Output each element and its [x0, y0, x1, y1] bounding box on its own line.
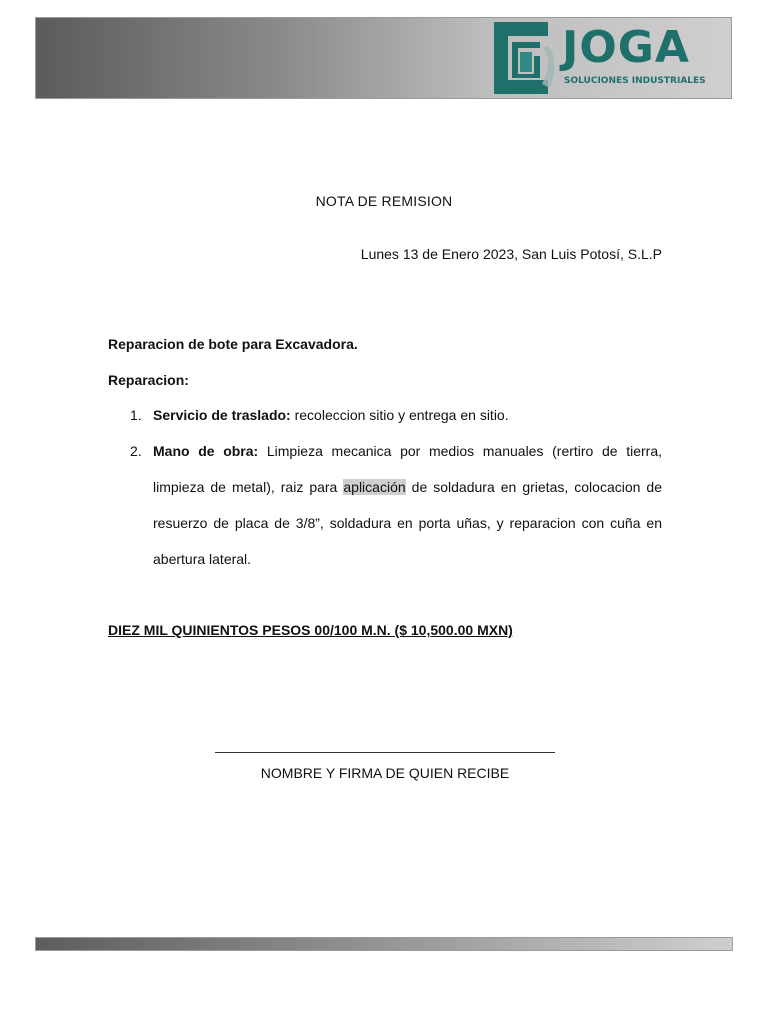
- list-item-text: recoleccion sitio y entrega en sitio.: [290, 407, 509, 423]
- list-item-number: 1.: [130, 407, 142, 423]
- brand-name: JOGA: [562, 22, 690, 73]
- date-location: Lunes 13 de Enero 2023, San Luis Potosí, S.L.P: [360, 246, 662, 262]
- section-label: Reparacion:: [108, 372, 189, 388]
- list-item-text-continued: de soldadura en grietas, colocacion de resuerzo de placa de 3/8”, soldadura en porta uñas, y reparacion con cuña en abertura lateral.: [153, 479, 662, 567]
- list-item-body: [153, 433, 662, 577]
- document-title: NOTA DE REMISION: [315, 193, 453, 209]
- company-logo: [490, 18, 720, 98]
- signature-line: [215, 752, 555, 753]
- subject-line: Reparacion de bote para Excavadora.: [108, 336, 358, 352]
- footer-banner: [35, 937, 733, 951]
- list-item-heading: Mano de obra:: [153, 443, 259, 459]
- logo-mark-icon: [490, 18, 556, 98]
- total-amount: DIEZ MIL QUINIENTOS PESOS 00/100 M.N. ($ 10,500.00 MXN): [108, 622, 513, 638]
- list-item-number: 2.: [130, 443, 142, 459]
- list-item-text: Limpieza mecanica por medios manuales (rertiro de tierra, limpieza de metal), raiz para: [153, 443, 662, 495]
- brand-tagline: SOLUCIONES INDUSTRIALES: [564, 76, 706, 86]
- list-item-heading: Servicio de traslado:: [153, 407, 291, 423]
- list-item-body: [153, 397, 662, 433]
- highlighted-word: aplicación: [343, 479, 406, 495]
- signature-label: NOMBRE Y FIRMA DE QUIEN RECIBE: [260, 765, 510, 781]
